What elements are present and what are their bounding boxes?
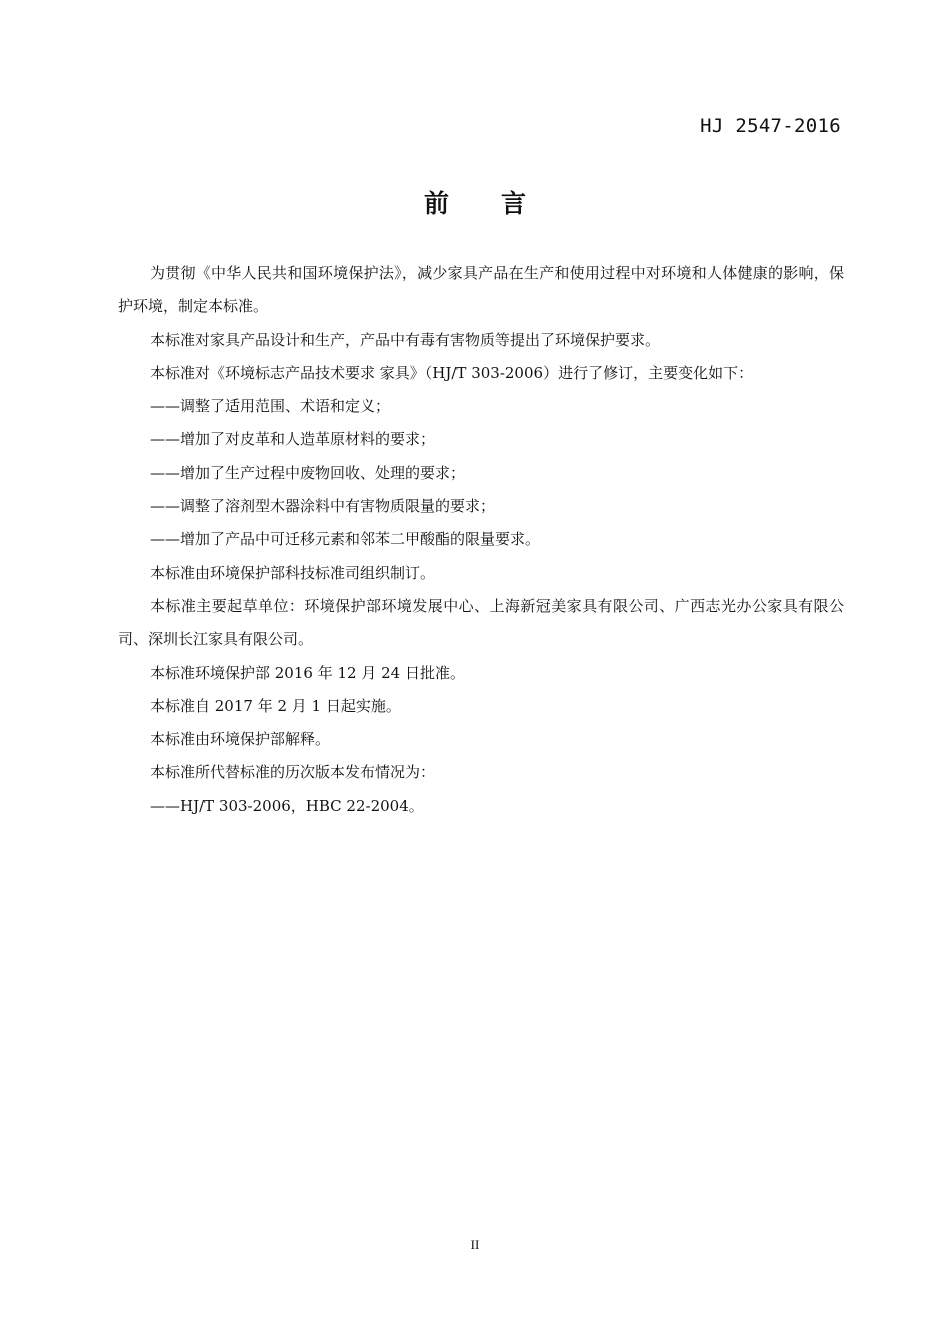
paragraph-approval: 本标准环境保护部 2016 年 12 月 24 日批准。 — [150, 663, 465, 682]
change-item: ——调整了适用范围、术语和定义； — [150, 397, 391, 416]
paragraph-organizer: 本标准由环境保护部科技标准司组织制订。 — [150, 563, 436, 582]
page-title-char-2: 言 — [501, 189, 527, 218]
paragraph-revision: 本标准对《环境标志产品技术要求 家具》（HJ/T 303-2006）进行了修订，主要变化如下： — [150, 363, 754, 382]
paragraph-scope: 本标准对家具产品设计和生产，产品中有毒有害物质等提出了环境保护要求。 — [150, 330, 661, 349]
paragraph-drafters: 本标准主要起草单位：环境保护部环境发展中心、上海新冠美家具有限公司、广西志光办公家具有限公司、深圳长江家具有限公司。 — [118, 596, 844, 649]
paragraph-interpretation: 本标准由环境保护部解释。 — [150, 730, 331, 749]
page-title — [0, 187, 950, 221]
change-item: ——增加了生产过程中废物回收、处理的要求； — [150, 463, 466, 482]
paragraph-purpose: 为贯彻《中华人民共和国环境保护法》，减少家具产品在生产和使用过程中对环境和人体健康的影响，保护环境，制定本标准。 — [118, 264, 844, 316]
history-item: ——HJ/T 303-2006，HBC 22-2004。 — [150, 796, 424, 815]
standard-code: HJ 2547-2016 — [700, 115, 841, 137]
change-item: ——调整了溶剂型木器涂料中有害物质限量的要求； — [150, 497, 496, 516]
paragraph-effective: 本标准自 2017 年 2 月 1 日起实施。 — [150, 696, 401, 715]
page-title-char-1: 前 — [423, 189, 449, 218]
foreword-body — [118, 257, 844, 823]
page-number: II — [470, 1237, 480, 1252]
change-item: ——增加了产品中可迁移元素和邻苯二甲酸酯的限量要求。 — [150, 530, 541, 549]
change-item: ——增加了对皮革和人造革原材料的要求； — [150, 430, 436, 449]
paragraph-history: 本标准所代替标准的历次版本发布情况为： — [150, 763, 436, 782]
